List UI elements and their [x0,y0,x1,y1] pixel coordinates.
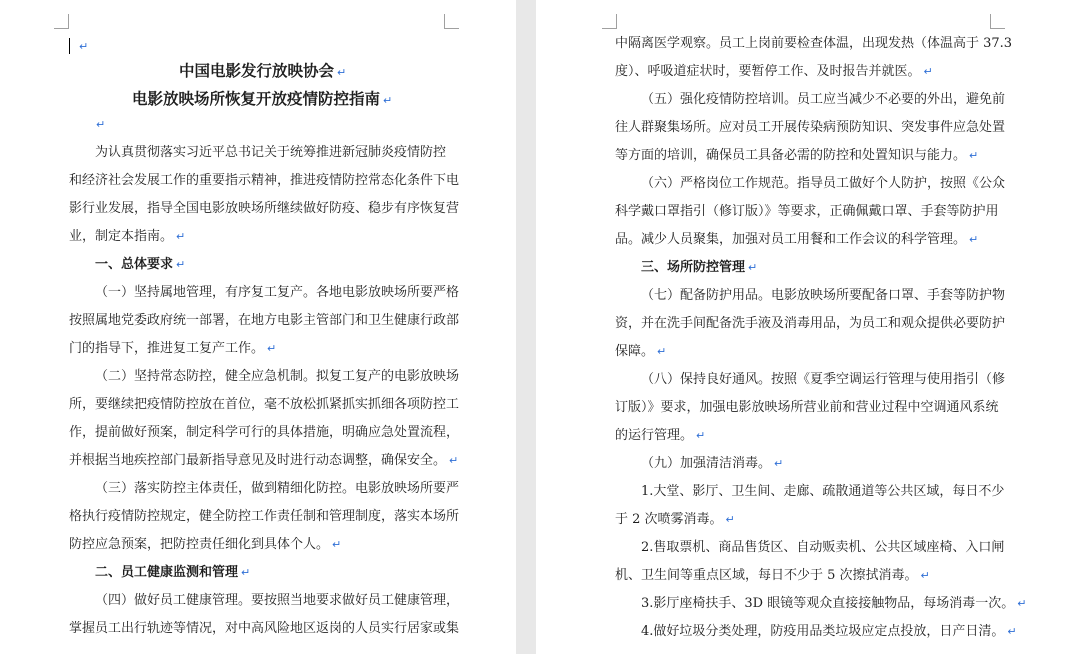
item-3-line-2: 格执行疫情防控规定，健全防控工作责任制和管理制度，落实本场所 [69,509,460,524]
org-title: 中国电影发行放映协会 ↵ [179,62,347,80]
list-item-2-line-1: 2.售取票机、商品售货区、自动贩卖机、公共区域座椅、入口闸 [641,540,1005,555]
item-7-line-1: （七）配备防护用品。电影放映场所要配备口罩、手套等防护物 [641,288,1006,303]
intro-line-3: 影行业发展，指导全国电影放映场所继续做好防疫、稳步有序恢复营 [69,201,460,216]
list-item-3: 3.影厅座椅扶手、3D 眼镜等观众直接接触物品，每场消毒一次。 ↵ [641,596,1027,611]
list-item-4: 4.做好垃圾分类处理，防疫用品类垃圾应定点投放，日产日清。 ↵ [641,624,1017,639]
section-heading-2: 二、员工健康监测和管理 ↵ [95,565,251,580]
item-2-line-3: 作，提前做好预案，制定科学可行的具体措施，明确应急处置流程， [69,425,460,440]
item-5-line-2: 往人群聚集场所。应对员工开展传染病预防知识、突发事件应急处置 [615,120,1006,135]
document-title: 电影放映场所恢复开放疫情防控指南 ↵ [132,90,393,108]
item-5-line-1: （五）强化疫情防控培训。员工应当减少不必要的外出，避免前 [641,92,1006,107]
item-4-line-1: （四）做好员工健康管理。要按照当地要求做好员工健康管理， [95,593,460,608]
item-9-heading: （九）加强清洁消毒。 ↵ [641,456,784,471]
margin-corner-top-right [444,14,459,29]
item-8-line-3: 的运行管理。 ↵ [615,428,706,443]
paragraph-mark: ↵ [79,40,89,53]
item-3-line-1: （三）落实防控主体责任，做到精细化防控。电影放映场所要严 [95,481,460,496]
item-1-line-2: 按照属地党委政府统一部署，在地方电影主管部门和卫生健康行政部 [69,313,460,328]
page-gap [516,0,536,654]
text-cursor [69,38,70,54]
intro-line-1: 为认真贯彻落实习近平总书记关于统筹推进新冠肺炎疫情防控 [95,145,447,160]
cont-line-2: 度）、呼吸道症状时，要暂停工作、及时报告并就医。 ↵ [615,64,933,79]
item-6-line-3: 品。减少人员聚集，加强对员工用餐和工作会议的科学管理。 ↵ [615,232,979,247]
cont-line-1: 中隔离医学观察。员工上岗前要检查体温，出现发热（体温高于 37.3 [615,36,1013,51]
item-1-line-3: 门的指导下，推进复工复产工作。 ↵ [69,341,277,356]
margin-corner-top-left [54,14,69,29]
item-4-line-2: 掌握员工出行轨迹等情况，对中高风险地区返岗的人员实行居家或集 [69,621,460,636]
intro-line-4: 业，制定本指南。 ↵ [69,229,186,244]
item-6-line-1: （六）严格岗位工作规范。指导员工做好个人防护，按照《公众 [641,176,1006,191]
margin-corner-top-left [602,14,617,29]
item-1-line-1: （一）坚持属地管理，有序复工复产。各地电影放映场所要严格 [95,285,460,300]
item-7-line-2: 资，并在洗手间配备洗手液及消毒用品，为员工和观众提供必要防护 [615,316,1006,331]
item-7-line-3: 保障。 ↵ [615,344,667,359]
item-3-line-3: 防控应急预案，把防控责任细化到具体个人。 ↵ [69,537,342,552]
section-heading-3: 三、场所防控管理 ↵ [641,260,758,275]
section-heading-1: 一、总体要求 ↵ [95,257,186,272]
item-6-line-2: 科学戴口罩指引（修订版）》等要求，正确佩戴口罩、手套等防护用 [615,204,999,219]
intro-line-2: 和经济社会发展工作的重要指示精神，推进疫情防控常态化条件下电 [69,173,460,188]
list-item-2-line-2: 机、卫生间等重点区域，每日不少于 5 次擦拭消毒。 ↵ [615,568,930,583]
item-5-line-3: 等方面的培训，确保员工具备必需的防控和处置知识与能力。 ↵ [615,148,979,163]
list-item-1-line-2: 于 2 次喷雾消毒。 ↵ [615,512,735,527]
list-item-1-line-1: 1.大堂、影厅、卫生间、走廊、疏散通道等公共区域，每日不少 [641,484,1005,499]
margin-corner-top-right [990,14,1005,29]
item-2-line-1: （二）坚持常态防控，健全应急机制。拟复工复产的电影放映场 [95,369,460,384]
item-2-line-4: 并根据当地疾控部门最新指导意见及时进行动态调整，确保安全。 ↵ [69,453,459,468]
item-8-line-1: （八）保持良好通风。按照《夏季空调运行管理与使用指引（修 [641,372,1006,387]
item-8-line-2: 订版）》要求，加强电影放映场所营业前和营业过程中空调通风系统 [615,400,999,415]
item-2-line-2: 所，要继续把疫情防控放在首位，毫不放松抓紧抓实抓细各项防控工 [69,397,460,412]
